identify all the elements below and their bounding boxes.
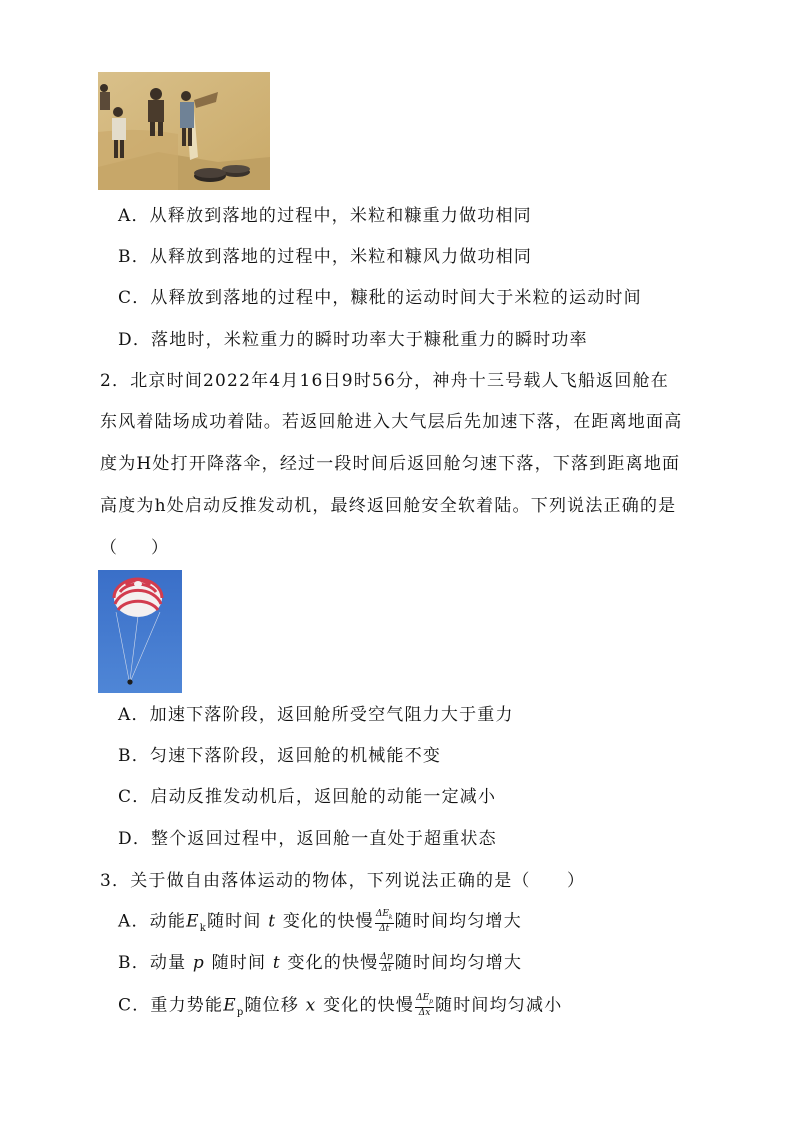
- q1-option-b: B．从释放到落地的过程中，米粒和糠风力做功相同: [118, 247, 533, 267]
- q1-option-d: D．落地时，米粒重力的瞬时功率大于糠秕重力的瞬时功率: [118, 330, 588, 350]
- q1-option-c: C．从释放到落地的过程中，糠秕的运动时间大于米粒的运动时间: [118, 288, 642, 308]
- q3-option-c: C．重力势能$E_p$随位移 x 变化的快慢 $\frac{\Delta E_p}{\Delta x}$ 随时间均匀减小: [118, 993, 563, 1018]
- q3-b-fraction: $\frac{\Delta p}{\Delta t}$: [380, 952, 393, 974]
- q2-option-c: C．启动反推发动机后，返回舱的动能一定减小: [118, 787, 497, 807]
- q3-option-b: B．动量 p 随时间 t 变化的快慢 $\frac{\Delta p}{\Delta t}$ 随时间均匀增大: [118, 952, 523, 974]
- q3-stem: 3．关于做自由落体运动的物体，下列说法正确的是（ ）: [100, 871, 586, 891]
- q2-stem-line-1: 2．北京时间2022年4月16日9时56分，神舟十三号载人飞船返回舱在: [100, 371, 669, 391]
- q2-answer-paren: （ ）: [100, 538, 168, 558]
- q2-stem-line-2: 东风着陆场成功着陆。若返回舱进入大气层后先加速下落，在距离地面高: [100, 412, 683, 432]
- q1-option-a: A．从释放到落地的过程中，米粒和糠重力做功相同: [118, 206, 532, 226]
- parachute-capsule-image: [98, 570, 182, 693]
- q2-option-a: A．加速下落阶段，返回舱所受空气阻力大于重力: [118, 705, 514, 725]
- q2-option-b: B．匀速下落阶段，返回舱的机械能不变: [118, 746, 442, 766]
- q2-stem-line-4: 高度为h处启动反推发动机，最终返回舱安全软着陆。下列说法正确的是: [100, 496, 677, 516]
- q2-stem-line-3: 度为H处打开降落伞，经过一段时间后返回舱匀速下落，下落到距离地面: [100, 454, 681, 474]
- q2-option-d: D．整个返回过程中，返回舱一直处于超重状态: [118, 829, 497, 849]
- winnowing-painting-image: [98, 72, 270, 190]
- q3-c-fraction: $\frac{\Delta E_p}{\Delta x}$: [416, 993, 433, 1018]
- q3-option-a: A．动能$E_k$随时间 t 变化的快慢 $\frac{\Delta E_k}{\Delta t}$ 随时间均匀增大: [118, 909, 522, 934]
- q3-a-fraction: $\frac{\Delta E_k}{\Delta t}$: [375, 909, 393, 934]
